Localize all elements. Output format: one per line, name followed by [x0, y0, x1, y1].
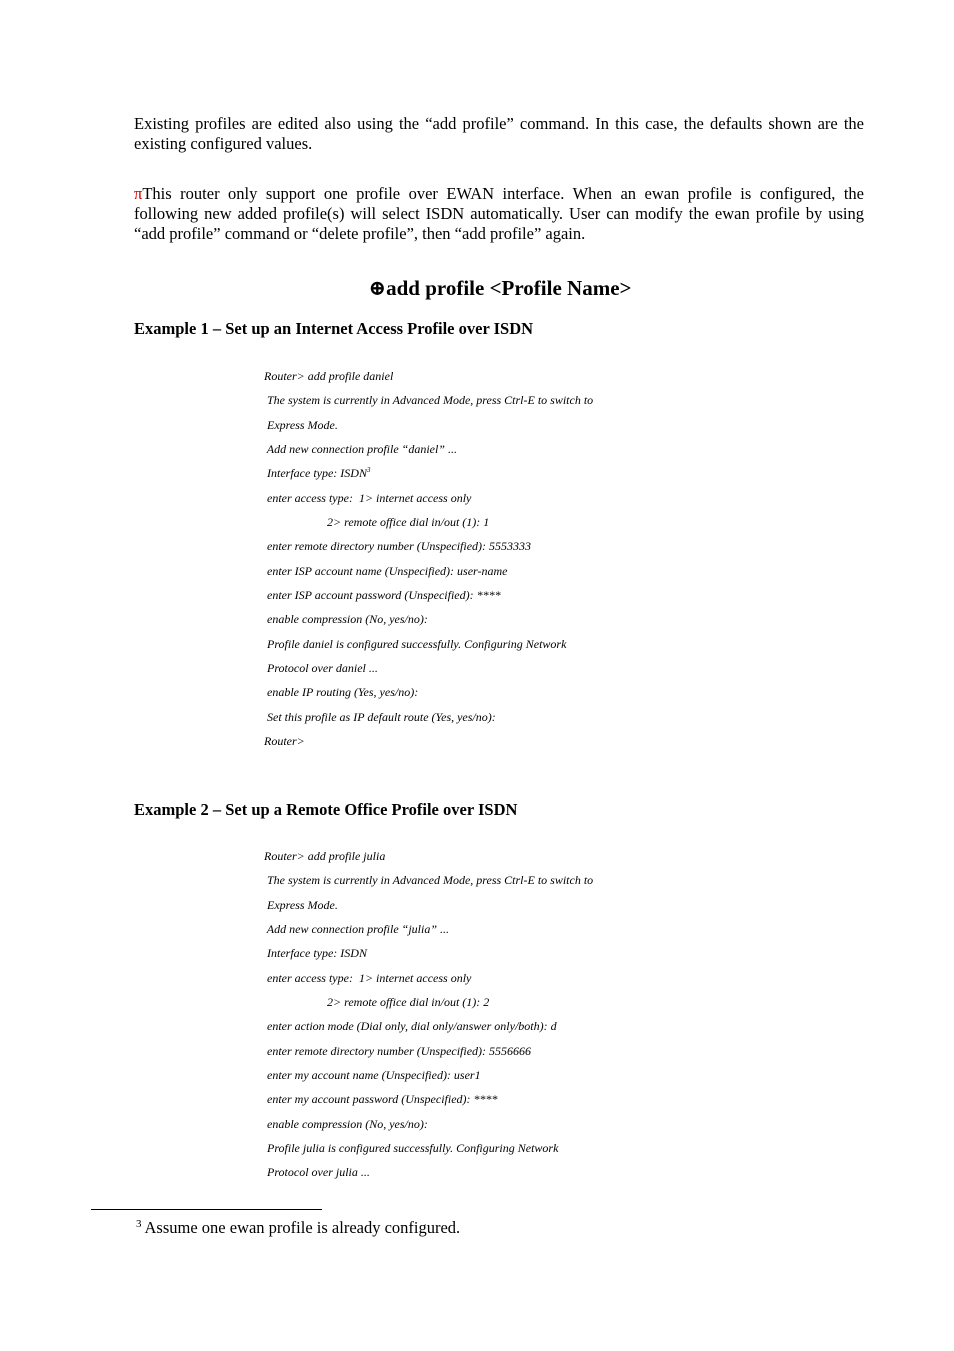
terminal-line: 2> remote office dial in/out (1): 1 [264, 515, 490, 530]
terminal-line: Interface type: ISDN [264, 946, 367, 961]
terminal-line: enable compression (No, yes/no): [264, 612, 428, 627]
terminal-line: enable IP routing (Yes, yes/no): [264, 685, 419, 700]
terminal-line: Router> add profile daniel [264, 369, 394, 383]
terminal-line: enter access type: 1> internet access only [264, 490, 472, 505]
example-2-heading: Example 2 – Set up a Remote Office Profile over ISDN [134, 800, 518, 819]
note-pi-icon: π [134, 184, 143, 203]
terminal-line: enter my account password (Unspecified): **** [264, 1092, 498, 1107]
ewan-note-text: This router only support one profile over EWAN interface. When an ewan profile is configured, the following new added profile(s) will select ISDN automatically. User can modify the ewan profile by using “add profile” command or “delete profile”, then “add profile” again. [134, 184, 864, 243]
footnote-divider [91, 1209, 322, 1210]
terminal-line: Express Mode. [264, 897, 338, 912]
terminal-line: enter action mode (Dial only, dial only/answer only/both): d [264, 1019, 557, 1034]
terminal-line [264, 463, 864, 487]
terminal-line: Profile daniel is configured successfully. Configuring Network [264, 636, 567, 651]
example-1-terminal [264, 366, 864, 756]
terminal-line: Add new connection profile “julia” ... [264, 922, 449, 937]
terminal-line: Protocol over julia ... [264, 1165, 370, 1180]
command-heading-text: add profile <Profile Name> [386, 276, 632, 300]
terminal-line: Express Mode. [264, 417, 338, 432]
terminal-line: Protocol over daniel ... [264, 661, 378, 676]
terminal-line: enter remote directory number (Unspecified): 5553333 [264, 539, 532, 554]
terminal-line: The system is currently in Advanced Mode, press Ctrl-E to switch to [264, 393, 594, 408]
terminal-line: Router> [264, 734, 305, 749]
intro-paragraph: Existing profiles are edited also using the “add profile” command. In this case, the defaults shown are the existing configured values. [134, 114, 864, 153]
ewan-note-paragraph [134, 184, 864, 244]
footnote-number: 3 [136, 1218, 142, 1230]
terminal-line-text: Interface type: ISDN [264, 466, 367, 481]
terminal-line: enter access type: 1> internet access only [264, 970, 472, 985]
terminal-line: enter my account name (Unspecified): user1 [264, 1068, 481, 1083]
terminal-line: Profile julia is configured successfully. Configuring Network [264, 1141, 559, 1156]
terminal-line: 2> remote office dial in/out (1): 2 [264, 995, 490, 1010]
footnote [136, 1217, 460, 1239]
terminal-line: Set this profile as IP default route (Yes, yes/no): [264, 709, 496, 724]
command-heading [0, 274, 954, 302]
example-1-heading: Example 1 – Set up an Internet Access Profile over ISDN [134, 319, 534, 338]
terminal-line: enter remote directory number (Unspecified): 5556666 [264, 1043, 532, 1058]
footnote-text: Assume one ewan profile is already configured. [144, 1218, 461, 1237]
terminal-line: The system is currently in Advanced Mode, press Ctrl-E to switch to [264, 873, 594, 888]
footnote-ref[interactable]: 3 [366, 466, 371, 475]
terminal-line: Router> add profile julia [264, 849, 386, 863]
example-2-terminal [264, 846, 864, 1187]
terminal-line: Add new connection profile “daniel” ... [264, 442, 457, 457]
terminal-line: enter ISP account password (Unspecified): **** [264, 588, 501, 603]
terminal-line: enable compression (No, yes/no): [264, 1116, 428, 1131]
terminal-line: enter ISP account name (Unspecified): user-name [264, 563, 508, 578]
circled-plus-icon: ⊕ [368, 276, 387, 300]
